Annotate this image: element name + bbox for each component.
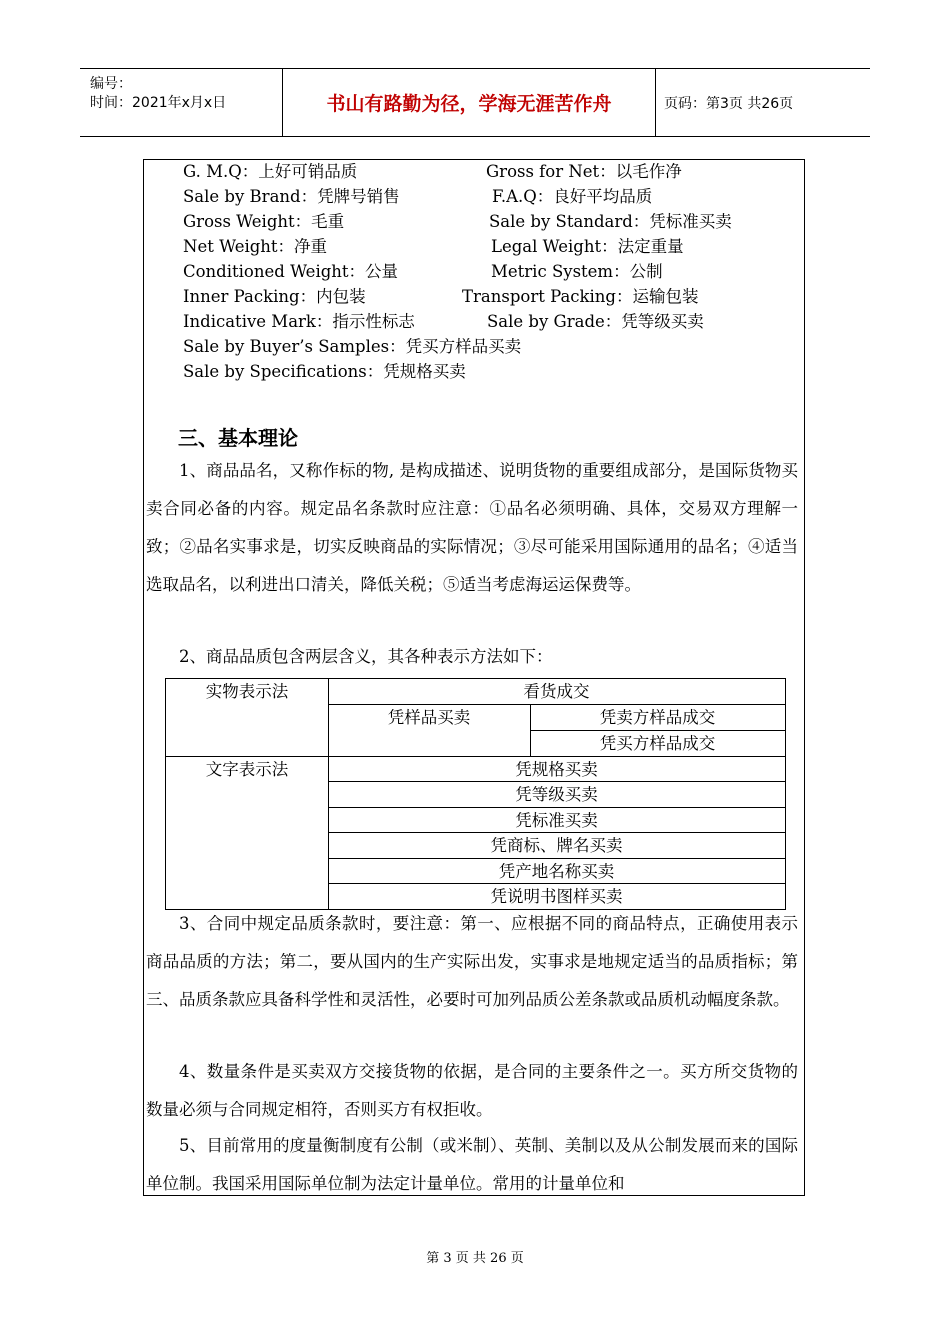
term-left: Sale by Brand：凭牌号销售 — [183, 187, 400, 206]
text-method-item: 凭产地名称买卖 — [498, 862, 615, 881]
table-divider — [166, 756, 785, 757]
text-method-item: 凭规格买卖 — [515, 760, 598, 779]
text-method-item: 凭商标、牌名买卖 — [490, 836, 623, 855]
term-right: Transport Packing：运输包装 — [462, 287, 699, 306]
quality-methods-table — [165, 678, 786, 910]
table-divider — [328, 858, 785, 859]
term-left: Sale by Buyer’s Samples：凭买方样品买卖 — [183, 337, 522, 356]
section-title: 三、基本理论 — [178, 426, 298, 450]
term-left: Indicative Mark：指示性标志 — [183, 312, 415, 331]
text-method-item: 凭标准买卖 — [515, 811, 598, 830]
inspection-cell: 看货成交 — [523, 682, 590, 701]
term-left: Net Weight：净重 — [183, 237, 328, 256]
paragraph-2: 2、商品品质包含两层含义，其各种表示方法如下： — [179, 647, 553, 666]
text-method-item: 凭说明书图样买卖 — [490, 887, 623, 906]
page-header — [80, 68, 870, 137]
table-divider — [328, 781, 785, 782]
term-left: Conditioned Weight：公量 — [183, 262, 399, 281]
header-motto: 书山有路勤为径，学海无涯苦作舟 — [283, 69, 656, 136]
document-number-label: 编号： — [90, 76, 132, 92]
term-left: Gross Weight：毛重 — [183, 212, 345, 231]
table-divider — [328, 704, 785, 705]
term-right: F.A.Q：良好平均品质 — [492, 187, 653, 206]
buyer-sample-cell: 凭买方样品成交 — [599, 734, 716, 753]
seller-sample-cell: 凭卖方样品成交 — [599, 708, 716, 727]
header-page-number: 页码：第3页 共26页 — [664, 95, 794, 112]
textual-method-cell: 文字表示法 — [205, 760, 289, 779]
term-right: Gross for Net：以毛作净 — [486, 162, 682, 181]
term-left: Inner Packing：内包装 — [183, 287, 366, 306]
term-left: G. M.Q：上好可销品质 — [183, 162, 358, 181]
paragraph-4: 4、数量条件是买卖双方交接货物的依据，是合同的主要条件之一。买方所交货物的数量必须与合同规定相符，否则买方有权拒收。 — [146, 1062, 798, 1119]
table-divider — [328, 807, 785, 808]
paragraph-3: 3、合同中规定品质条款时，要注意：第一、应根据不同的商品特点，正确使用表示商品品质的方法；第二，要从国内的生产实际出发，实事求是地规定适当的品质指标；第三、品质条款应具备科学性和灵活性，必要时可加列品质公差条款或品质机动幅度条款。 — [146, 914, 798, 1009]
by-sample-cell: 凭样品买卖 — [387, 708, 471, 727]
table-divider — [328, 832, 785, 833]
document-time-label: 时间：2021年x月x日 — [90, 95, 227, 111]
term-right: Legal Weight：法定重量 — [491, 237, 684, 256]
paragraph-5: 5、目前常用的度量衡制度有公制（或米制）、英制、美制以及从公制发展而来的国际单位制。我国采用国际单位制为法定计量单位。常用的计量单位和 — [146, 1136, 798, 1193]
header-meta-cell — [80, 69, 283, 136]
paragraph-1: 1、商品品名，又称作标的物, 是构成描述、说明货物的重要组成部分，是国际货物买卖合同必备的内容。规定品名条款时应注意：①品名必须明确、具体，交易双方理解一致；②品名实事求是，切实反映商品的实际情况；③尽可能采用国际通用的品名；④适当选取品名，以利进出口清关，降低关税；⑤适当考虑海运运保费等。 — [146, 461, 798, 594]
term-left: Sale by Specifications：凭规格买卖 — [183, 362, 466, 381]
physical-method-cell: 实物表示法 — [205, 682, 289, 701]
text-method-item: 凭等级买卖 — [515, 785, 598, 804]
table-divider — [328, 883, 785, 884]
term-right: Sale by Standard：凭标准买卖 — [489, 212, 732, 231]
page-footer: 第 3 页 共 26 页 — [426, 1251, 524, 1266]
table-divider — [530, 730, 785, 731]
term-right: Metric System：公制 — [491, 262, 663, 281]
term-right: Sale by Grade：凭等级买卖 — [487, 312, 704, 331]
